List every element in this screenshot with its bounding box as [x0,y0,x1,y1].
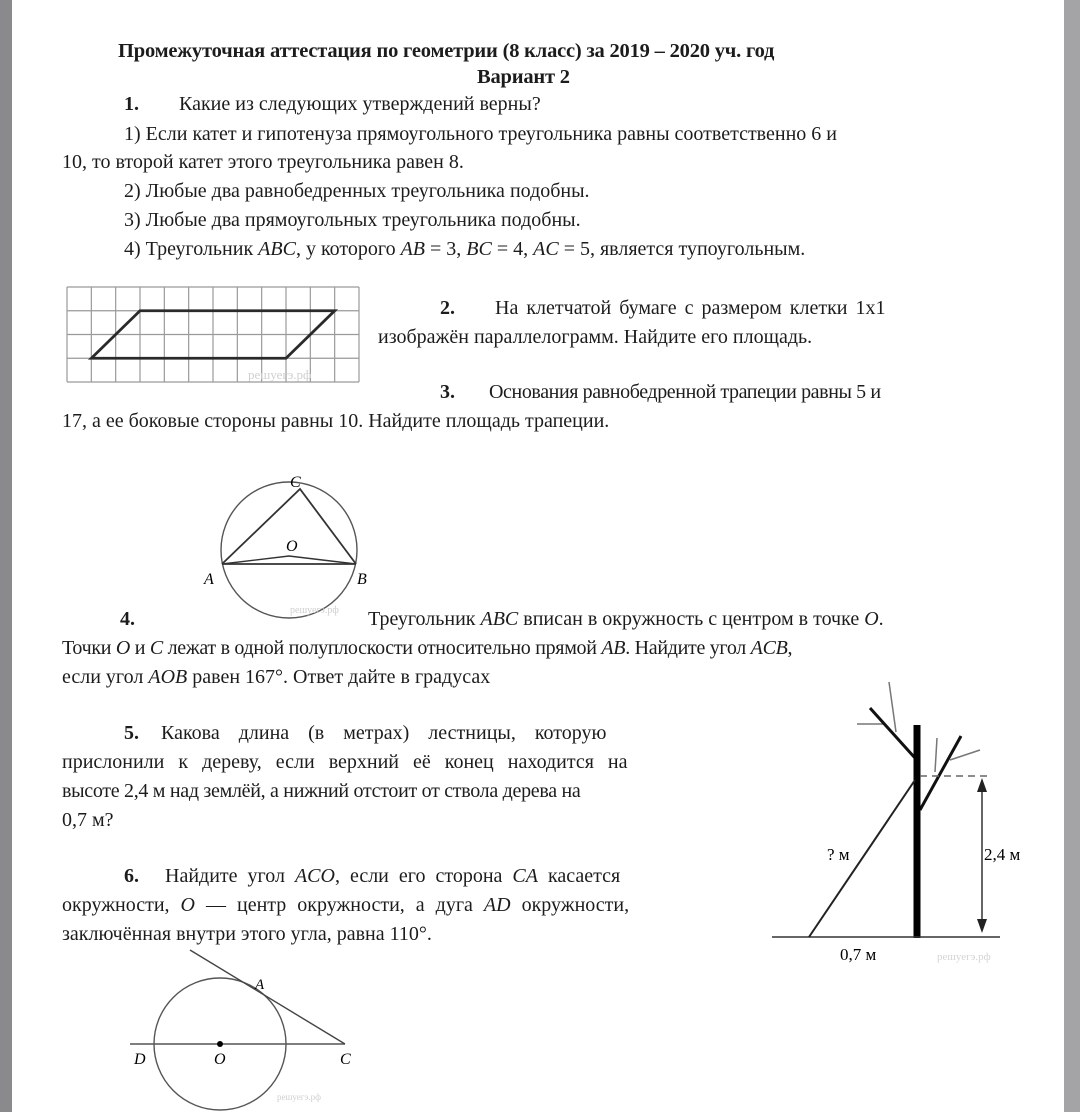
label-c: C [340,1051,351,1068]
height-label: 2,4 м [984,845,1021,864]
base-label: 0,7 м [840,945,877,964]
watermark: решуегэ.рф [277,1092,321,1102]
label-a: A [204,571,214,588]
question-1 [124,90,541,118]
question-6-line1: 6. Найдите угол ACO, если его сторона CA касается [124,865,621,887]
watermark: решуегэ.рф [937,951,991,963]
question-4-line3: если угол AOB равен 167°. Ответ дайте в градусах [62,666,491,688]
q6-tangent-figure [112,940,372,1112]
question-5-line3: высоте 2,4 м над землёй, а нижний отстоит от ствола дерева на [62,780,581,802]
variant-label: Вариант 2 [477,66,570,88]
question-2-line2: изображён параллелограмм. Найдите его площадь. [378,326,813,348]
label-b: B [357,571,367,588]
question-text: Какие из следующих утверждений верны? [179,93,541,115]
branch [889,682,896,732]
q2-grid-figure [63,283,363,386]
question-3-line2: 17, а ее боковые стороны равны 10. Найдите площадь трапеции. [62,410,610,432]
question-5-line1: 5. Какова длина (в метрах) лестницы, которую [124,722,607,744]
ladder [809,780,915,937]
q1-option-1-line2: 10, то второй катет этого треугольника равен 8. [62,151,464,173]
ladder-label: ? м [827,845,850,864]
question-2-line1: 2. На клетчатой бумаге с размером клетки 1х1 [440,297,886,319]
question-6-line2: окружности, O — центр окружности, а дуга AD окружности, [62,894,630,916]
q1-option-4: 4) Треугольник ABC, у которого AB = 3, BC = 4, AC = 5, является тупоугольным. [124,238,806,260]
center-point [217,1041,223,1047]
branch-left [870,708,915,758]
q1-option-1-line1: 1) Если катет и гипотенуза прямоугольного треугольника равны соответственно 6 и [124,123,837,145]
question-number: 2. [440,297,455,319]
radii-oa-ob [222,556,356,564]
tangent-ca [190,950,345,1044]
viewer-left-margin [0,0,12,1112]
watermark: решуегэ.рф [290,605,339,616]
question-5-line2: прислонили к дереву, если верхний её конец находится на [62,751,628,773]
question-number: 1. [124,93,139,115]
document-page [12,0,1064,1112]
label-o: O [286,538,298,555]
arrowhead-down [977,919,987,933]
label-a: A [255,977,265,993]
label-c: C [290,474,301,491]
watermark: решуегэ.рф [248,367,312,382]
question-4-number: 4. [120,608,135,630]
arrowhead-up [977,778,987,792]
question-4-line2: Точки O и C лежат в одной полуплоскости относительно прямой AB. Найдите угол ACB, [62,637,793,659]
label-o: O [214,1051,226,1068]
question-5-line4: 0,7 м? [62,809,114,831]
q4-circle-figure [192,460,382,630]
grid-lines [67,287,359,382]
label-d: D [134,1051,146,1068]
question-6-line3: заключённая внутри этого угла, равна 110°. [62,923,432,945]
branch [950,750,980,760]
page-title: Промежуточная аттестация по геометрии (8 класс) за 2019 – 2020 уч. год [118,40,775,62]
branch [935,738,937,772]
branch-right [920,736,961,810]
question-number: 3. [440,381,455,403]
q5-ladder-figure [772,670,1072,970]
question-4-line1: Треугольник ABC вписан в окружность с центром в точке O. [368,608,884,630]
q1-option-2: 2) Любые два равнобедренных треугольника подобны. [124,180,590,202]
q1-option-3: 3) Любые два прямоугольных треугольника подобны. [124,209,581,231]
question-3-line1: 3. Основания равнобедренной трапеции равны 5 и [440,381,881,403]
